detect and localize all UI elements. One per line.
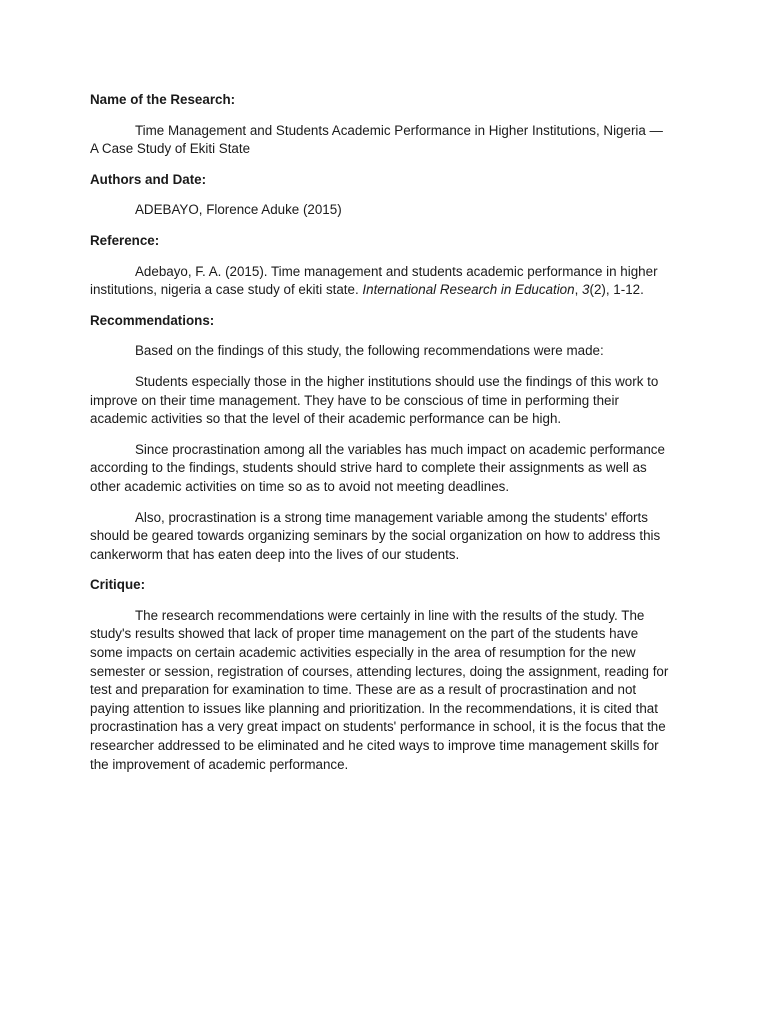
reference-heading: Reference: xyxy=(90,232,160,248)
reference-separator: , xyxy=(574,282,583,298)
recommendation-paragraph: Also, procrastination is a strong time management variable among the students' efforts should be geared towards organizing seminars by the social organization on how to address this cankerworm that has eaten deep into the lives of our students. xyxy=(90,509,661,562)
reference-journal: International Research in Education xyxy=(362,282,575,298)
reference-citation: Adebayo, F. A. (2015). Time management and students academic performance in higher institutions, nigeria a case study of ekiti state. xyxy=(90,263,658,298)
recommendation-paragraph: Based on the findings of this study, the following recommendations were made: xyxy=(135,343,604,359)
critique-text: The research recommendations were certainly in line with the results of the study. The study's results showed that lack of proper time management on the part of the students have some impacts on certain academic activities especially in the area of resumption for the new semester or session, registration of courses, attending lectures, doing the assignment, reading for test and preparation for examination to time. These are as a result of procrastination and not paying attention to issues like planning and prioritization. In the recommendations, it is cited that procrastination has a very great impact on students' performance in school, it is the focus that the researcher addressed to be eliminated and he cited ways to improve time management skills for the improvement of academic performance. xyxy=(90,607,669,772)
reference-issue-pages: (2), 1-12. xyxy=(589,282,644,298)
critique-heading: Critique: xyxy=(90,577,146,593)
recommendation-paragraph: Since procrastination among all the variables has much impact on academic performance according to the findings, students should strive hard to complete their assignments as well as other academic activities on time so as to avoid not meeting deadlines. xyxy=(90,441,665,494)
authors-heading: Authors and Date: xyxy=(90,171,207,187)
document-page xyxy=(90,91,674,774)
recommendation-paragraph: Students especially those in the higher institutions should use the findings of this work to improve on their time management. They have to be conscious of time in performing their academic activities so that the level of their academic performance can be high. xyxy=(90,373,659,427)
reference-text xyxy=(90,263,674,300)
research-title: Time Management and Students Academic Performance in Higher Institutions, Nigeria — A Case Study of Ekiti State xyxy=(90,122,663,157)
name-heading: Name of the Research: xyxy=(90,92,236,107)
authors-text: ADEBAYO, Florence Aduke (2015) xyxy=(135,202,342,218)
reference-volume: 3 xyxy=(582,282,590,298)
recommendations-heading: Recommendations: xyxy=(90,312,215,328)
